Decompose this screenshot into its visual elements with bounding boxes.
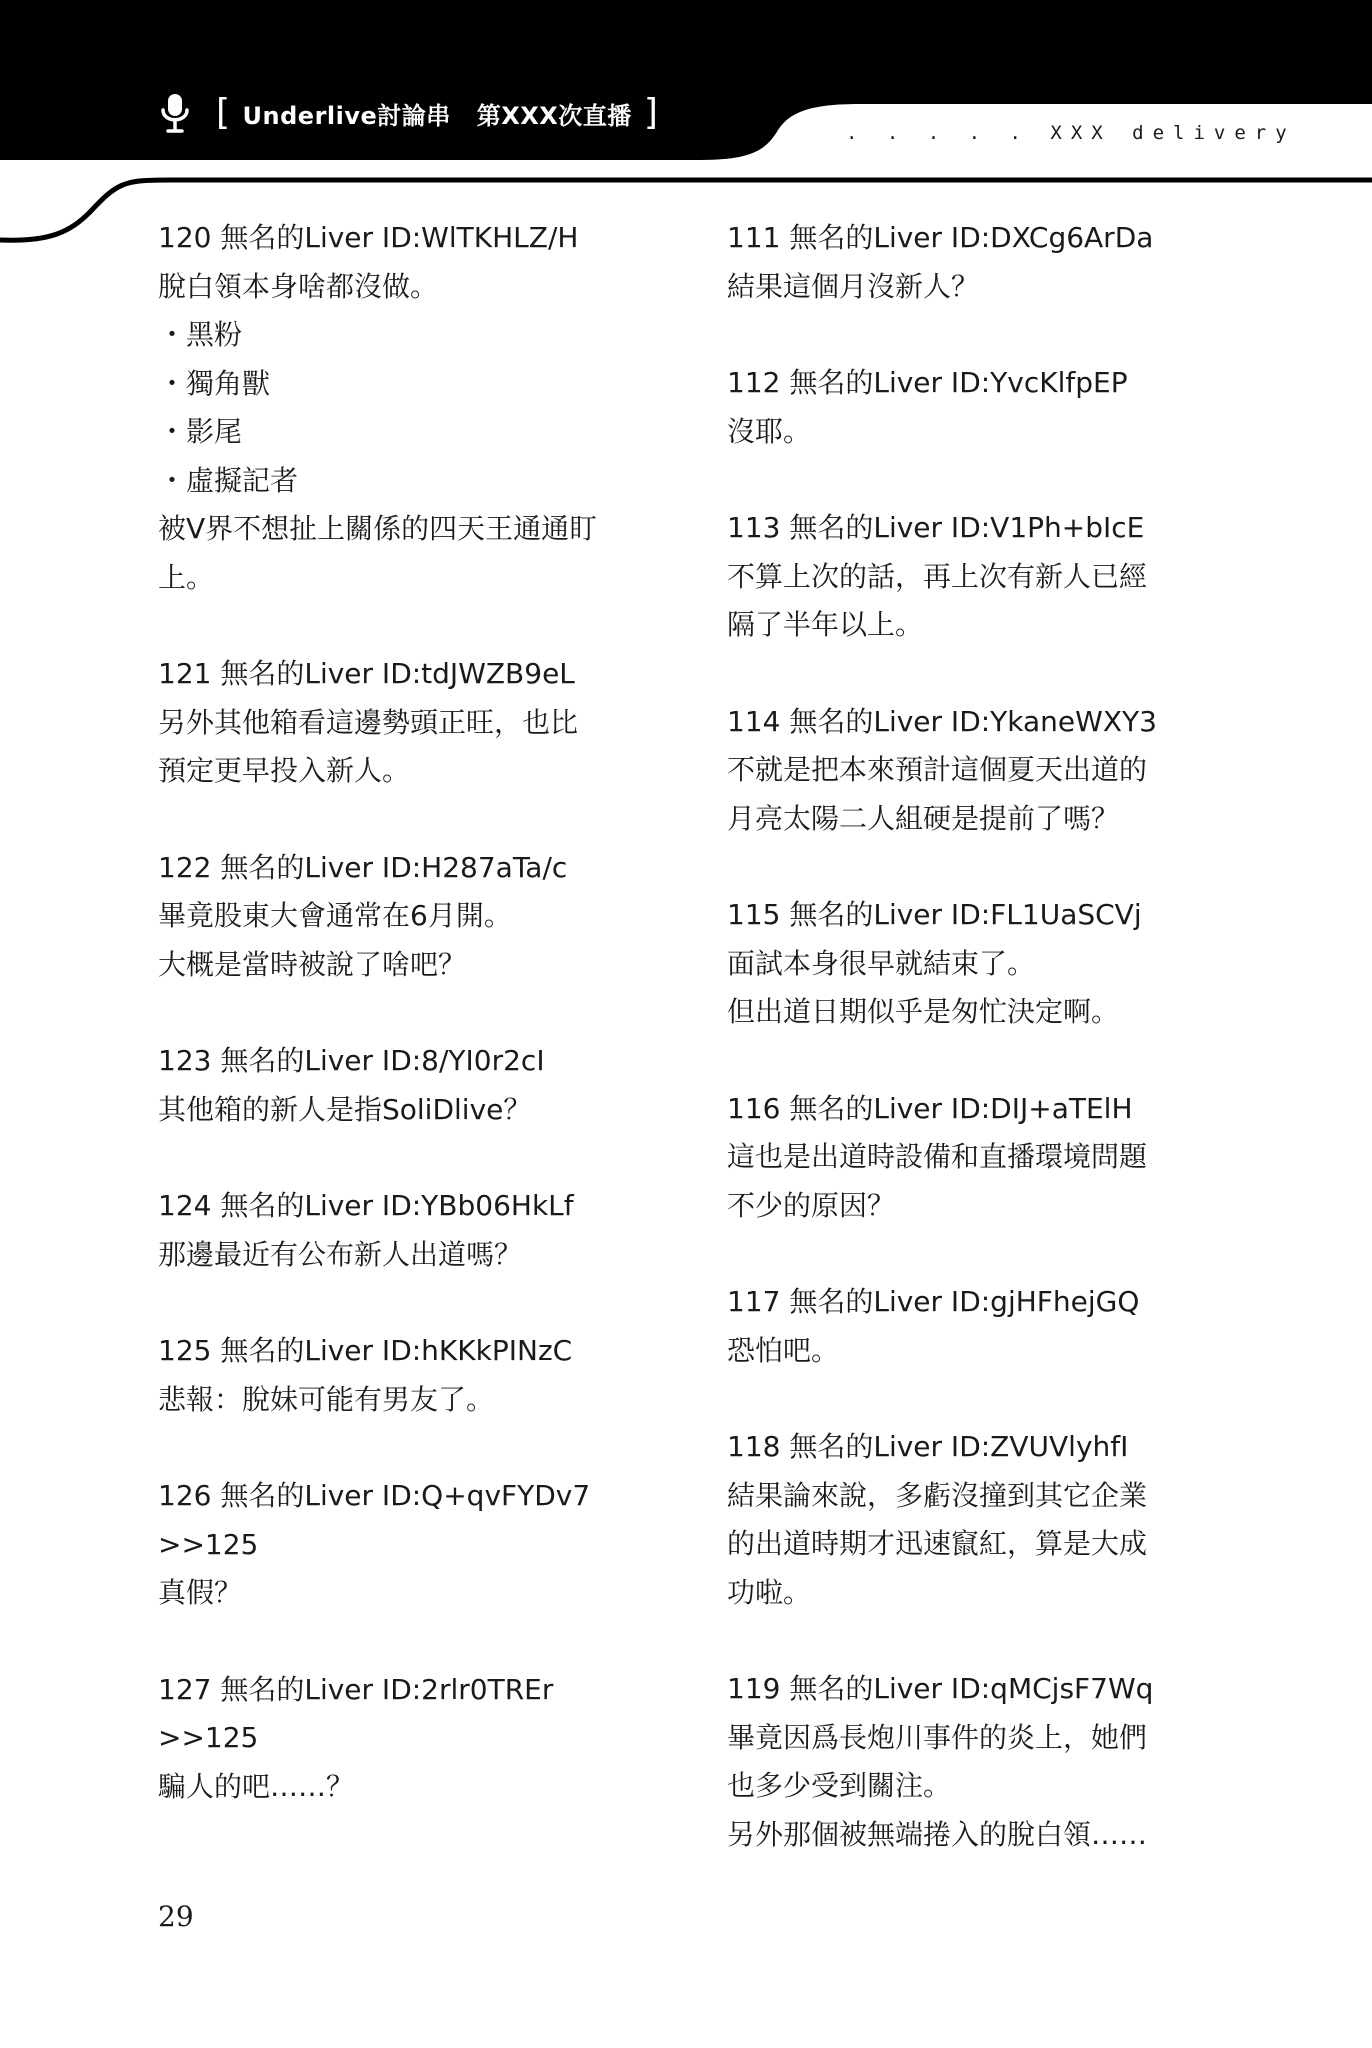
post-text-line: 恐怕吧。 — [727, 1333, 840, 1367]
thread-post — [158, 1182, 658, 1279]
post-text-line: 騙人的吧……？ — [158, 1769, 355, 1803]
post-text-line: 結果論來說，多虧沒撞到其它企業 — [727, 1478, 1148, 1512]
post-header: 122 無名的Liver ID:H287aTa/c — [158, 850, 568, 884]
post-header: 127 無名的Liver ID:2rlr0TREr — [158, 1672, 554, 1706]
post-text-line: 畢竟股東大會通常在6月開。 — [158, 899, 512, 932]
post-header: 111 無名的Liver ID:DXCg6ArDa — [727, 221, 1154, 254]
post-text-line: 不少的原因？ — [727, 1188, 896, 1222]
thread-post — [727, 1085, 1227, 1231]
thread-post — [727, 1665, 1227, 1859]
page-number: 29 — [158, 1900, 194, 1933]
microphone-icon — [158, 92, 192, 134]
post-header: 123 無名的Liver ID:8/YI0r2cI — [158, 1044, 545, 1077]
post-header: 113 無名的Liver ID:V1Ph+bIcE — [727, 511, 1145, 544]
thread-post — [727, 359, 1227, 456]
post-header: 119 無名的Liver ID:qMCjsF7Wq — [727, 1672, 1154, 1705]
thread-post — [727, 504, 1227, 650]
post-text-line: 的出道時期才迅速竄紅，算是大成 — [727, 1527, 1148, 1560]
post-text-line: 功啦。 — [727, 1575, 812, 1609]
post-text-line: 月亮太陽二人組硬是提前了嗎？ — [727, 801, 1120, 835]
post-text-line: 隔了半年以上。 — [727, 608, 924, 641]
post-text-line: >>125 — [158, 1721, 259, 1754]
post-text-line: >>125 — [158, 1527, 259, 1561]
post-header: 118 無名的Liver ID:ZVUVlyhfI — [727, 1430, 1129, 1463]
thread-post — [727, 1423, 1227, 1617]
header-title — [158, 88, 670, 138]
title-bracket-open: [ — [216, 92, 231, 133]
post-text-line: 沒耶。 — [727, 414, 812, 448]
post-header: 116 無名的Liver ID:DIJ+aTElH — [727, 1091, 1133, 1125]
header-title-main: Underlive討論串 — [242, 101, 451, 130]
post-text-line: ・虛擬記者 — [158, 463, 299, 497]
thread-post — [158, 1327, 658, 1424]
thread-post — [158, 650, 658, 796]
thread-post — [158, 214, 658, 602]
post-text-line: ・影尾 — [158, 415, 243, 448]
post-text-line: 不算上次的話，再上次有新人已經 — [727, 559, 1148, 593]
post-text-line: ・獨角獸 — [158, 366, 271, 400]
post-text-line: 被V界不想扯上關係的四天王通通盯 — [158, 512, 598, 545]
post-text-line: 悲報：脫妹可能有男友了。 — [158, 1382, 495, 1416]
thread-post — [727, 214, 1227, 311]
header-tagline: . . . . . XXX delivery — [846, 122, 1296, 144]
post-text-line: 大概是當時被說了啥吧？ — [158, 947, 467, 981]
posts-column-left — [158, 214, 658, 1859]
post-header: 120 無名的Liver ID:WlTKHLZ/H — [158, 221, 579, 254]
post-text-line: 上。 — [158, 560, 215, 594]
post-text-line: 那邊最近有公布新人出道嗎？ — [158, 1237, 523, 1271]
title-bracket-close: ] — [643, 92, 659, 133]
post-text-line: 另外那個被無端捲入的脫白領…… — [727, 1817, 1148, 1851]
post-header: 112 無名的Liver ID:YvcKlfpEP — [727, 366, 1128, 399]
post-text-line: 這也是出道時設備和直播環境問題 — [727, 1140, 1148, 1173]
post-header: 114 無名的Liver ID:YkaneWXY3 — [727, 704, 1157, 738]
thread-post — [158, 1037, 658, 1134]
post-text-line: 不就是把本來預計這個夏天出道的 — [727, 753, 1148, 786]
post-text-line: 真假？ — [158, 1576, 243, 1609]
post-text-line: 預定更早投入新人。 — [158, 754, 411, 787]
thread-post — [158, 1666, 658, 1812]
thread-post — [158, 844, 658, 990]
thread-post — [727, 891, 1227, 1037]
post-text-line: 其他箱的新人是指SoliDlive？ — [158, 1092, 532, 1126]
post-header: 125 無名的Liver ID:hKKkPINzC — [158, 1334, 573, 1367]
post-text-line: 面試本身很早就結束了。 — [727, 946, 1036, 980]
post-header: 126 無名的Liver ID:Q+qvFYDv7 — [158, 1479, 591, 1512]
post-text-line: ・黑粉 — [158, 318, 243, 351]
post-text-line: 也多少受到關注。 — [727, 1769, 952, 1802]
post-text-line: 脫白領本身啥都沒做。 — [158, 269, 439, 303]
posts-column-right — [727, 214, 1227, 1907]
post-text-line: 但出道日期似乎是匆忙決定啊。 — [727, 995, 1120, 1028]
post-text-line: 另外其他箱看這邊勢頭正旺，也比 — [158, 705, 579, 739]
post-text-line: 畢竟因爲長炮川事件的炎上，她們 — [727, 1720, 1148, 1754]
post-text-line: 結果這個月沒新人？ — [727, 269, 980, 303]
header-title-sub: 第XXX次直播 — [476, 101, 632, 130]
post-header: 121 無名的Liver ID:tdJWZB9eL — [158, 657, 575, 690]
thread-post — [727, 698, 1227, 844]
post-header: 124 無名的Liver ID:YBb06HkLf — [158, 1189, 574, 1222]
post-header: 115 無名的Liver ID:FL1UaSCVj — [727, 898, 1142, 931]
post-header: 117 無名的Liver ID:gjHFhejGQ — [727, 1285, 1140, 1318]
thread-post — [158, 1472, 658, 1618]
thread-post — [727, 1278, 1227, 1375]
